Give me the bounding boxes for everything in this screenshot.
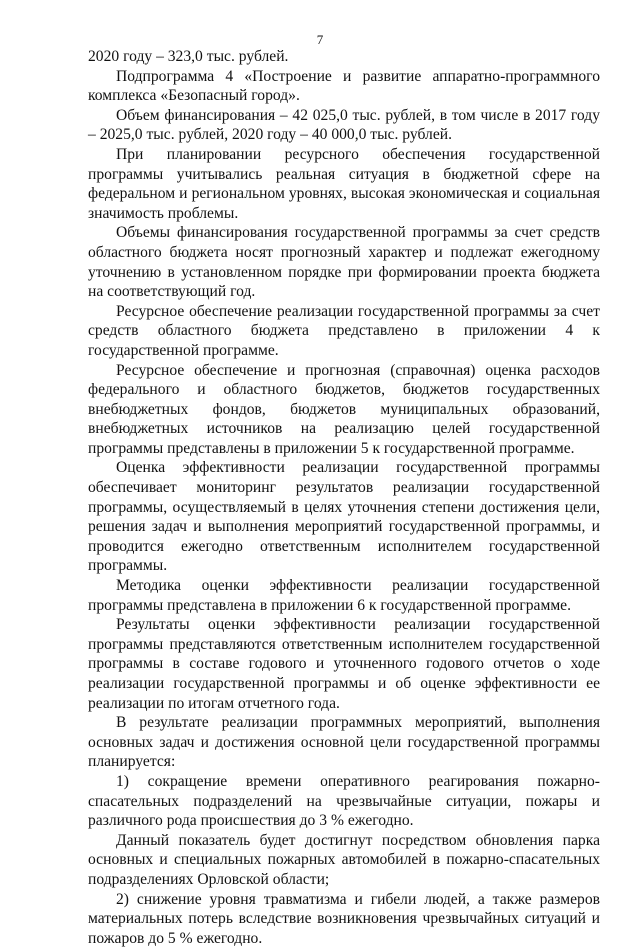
paragraph-8: Оценка эффективности реализации государственной программы обеспечивает мониторинг результатов реализации государственной программы, осуществляемый в целях уточнения степени достижения цели, решения задач и выполнения мероприятий государственной программы, и проводится ежегодно ответственным исполнителем государственной программы. [88, 459, 600, 575]
paragraph-4: При планировании ресурсного обеспечения государственной программы учитывались реальная ситуация в бюджетной сфере на федеральном и региональном уровнях, высокая экономическая и социальная значимость проблемы. [88, 145, 600, 222]
paragraph-1: 2020 году – 323,0 тыс. рублей. [88, 48, 289, 65]
paragraph-2: Подпрограмма 4 «Построение и развитие аппаратно-программного комплекса «Безопасный город». [88, 67, 600, 105]
paragraph-11: В результате реализации программных мероприятий, выполнения основных задач и достижения основной цели государственной программы планируется: [88, 714, 600, 771]
paragraph-3: Объем финансирования – 42 025,0 тыс. рублей, в том числе в 2017 году – 2025,0 тыс. рублей, 2020 году – 40 000,0 тыс. рублей. [88, 106, 600, 144]
paragraph-13: Данный показатель будет достигнут посредством обновления парка основных и специальных пожарных автомобилей в пожарно-спасательных подразделениях Орловской области; [88, 831, 600, 888]
paragraph-6: Ресурсное обеспечение реализации государственной программы за счет средств областного бюджета представлено в приложении 4 к государственной программе. [88, 302, 600, 359]
document-body [88, 47, 600, 948]
paragraph-12: 1) сокращение времени оперативного реагирования пожарно-спасательных подразделений на чрезвычайные ситуации, пожары и различного рода происшествия до 3 % ежегодно. [88, 772, 600, 830]
paragraph-7: Ресурсное обеспечение и прогнозная (справочная) оценка расходов федерального и областного бюджетов, бюджетов государственных внебюджетных фондов, бюджетов муниципальных образований, внебюджетных источников на реализацию целей государственной программы представлены в приложении 5 к государственной программе. [88, 361, 600, 457]
paragraph-9: Методика оценки эффективности реализации государственной программы представлена в приложении 6 к государственной программе. [88, 577, 600, 614]
page-number: 7 [316, 32, 324, 47]
paragraph-10: Результаты оценки эффективности реализации государственной программы представляются ответственным исполнителем государственной программы в составе годового и уточненного годового отчетов о ходе реализации государственной программы и об оценке эффективности ее реализации по итогам отчетного года. [88, 616, 600, 712]
paragraph-14: 2) снижение уровня травматизма и гибели людей, а также размеров материальных потерь вследствие возникновения чрезвычайных ситуаций и пожаров до 5 % ежегодно. [88, 890, 600, 947]
paragraph-5: Объемы финансирования государственной программы за счет средств областного бюджета носят прогнозный характер и подлежат ежегодному уточнению в установленном порядке при формировании проекта бюджета на соответствующий год. [88, 224, 600, 301]
